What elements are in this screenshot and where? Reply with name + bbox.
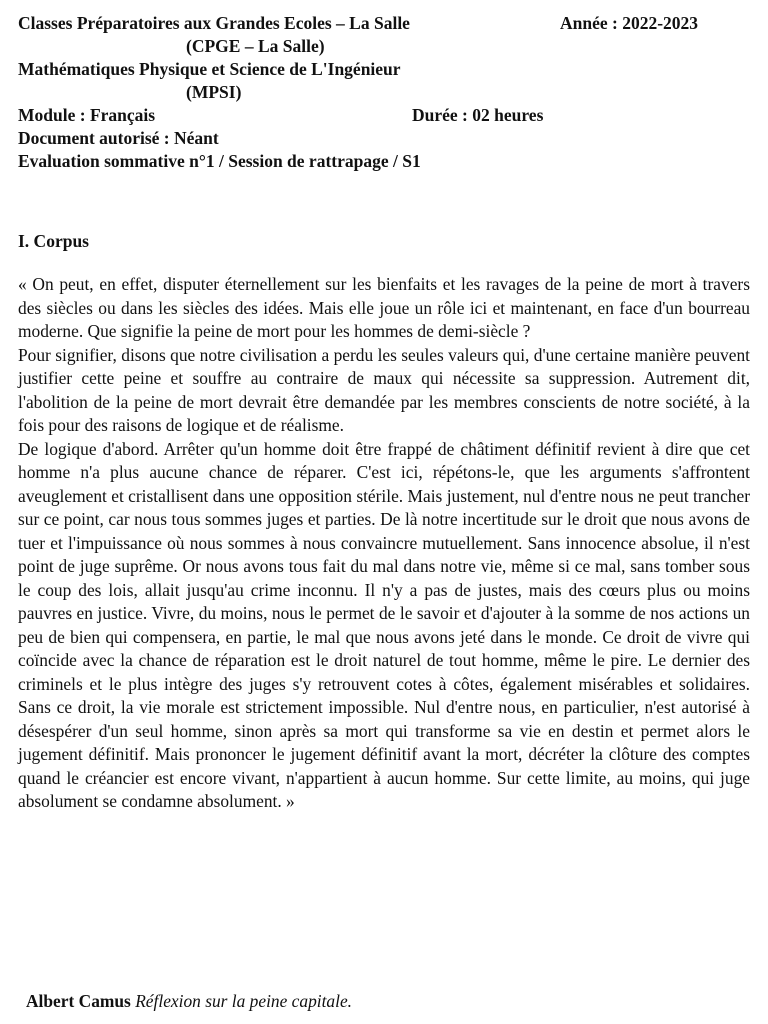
program-name: Mathématiques Physique et Science de L'Ingénieur — [18, 59, 401, 79]
program-abbreviation: (MPSI) — [186, 82, 242, 102]
school-abbreviation: (CPGE – La Salle) — [186, 36, 325, 56]
section-title: I. Corpus — [18, 231, 89, 251]
citation-author: Albert Camus — [26, 991, 131, 1011]
corpus-paragraph: Pour signifier, disons que notre civilisation a perdu les seules valeurs qui, d'une certaine manière peuvent justifier cette peine et souffre au contraire de maux qui nécessite sa suppression. Autrement dit, l'abolition de la peine de mort devrait être demandée par les membres conscients de notre société, à la fois pour des raisons de logique et de réalisme. — [18, 344, 750, 435]
school-name: Classes Préparatoires aux Grandes Ecoles – La Salle — [18, 13, 410, 33]
evaluation-label: Evaluation sommative n°1 / Session de rattrapage / S1 — [18, 151, 421, 171]
duration-label: Durée : 02 heures — [412, 105, 544, 125]
documents-label: Document autorisé : Néant — [18, 128, 219, 148]
corpus-paragraph: De logique d'abord. Arrêter qu'un homme doit être frappé de châtiment définitif revient à dire que cet homme n'a plus aucune chance de réparer. C'est ici, répétons-le, que les arguments s'affrontent aveuglement et cristallisent dans une opposition stérile. Mais justement, nul d'entre nous ne peut trancher sur ce point, car nous tous sommes juges et parties. De là notre incertitude sur le droit que nous avons de tuer et l'impuissance où nous sommes à nous convaincre mutuellement. Sans innocence absolue, il n'est point de juge suprême. Or nous avons tous fait du mal dans notre vie, même si ce mal, sans tomber sous le coup des lois, allait jusqu'au crime inconnu. Il n'y a pas de justes, mais des cœurs plus ou moins pauvres en justice. Vivre, du moins, nous le permet de le savoir et d'ajouter à la somme de nos actions un peu de bien qui compensera, en partie, le mal que nous avons jeté dans le monde. Ce droit de vivre qui coïncide avec la chance de réparation est le droit naturel de tout homme, même le pire. Le dernier des criminels et le plus intègre des juges s'y retrouvent cotes à côtes, également misérables et solidaires. Sans ce droit, la vie morale est strictement impossible. Nul d'entre nous, en particulier, n'est autorisé à désespérer d'un seul homme, sinon après sa mort qui transforme sa vie en destin et permet alors le jugement définitif. Mais prononcer le jugement définitif avant la mort, décréter la clôture des comptes quand le créancier est encore vivant, n'appartient à aucun homme. Sur cette limite, au moins, qui juge absolument se condamne absolument. » — [18, 438, 750, 811]
module-label: Module : Français — [18, 105, 156, 125]
citation — [26, 990, 352, 1012]
academic-year: Année : 2022-2023 — [560, 13, 699, 33]
corpus-text — [18, 273, 750, 814]
citation-work: Réflexion sur la peine capitale. — [135, 991, 353, 1011]
corpus-paragraph: « On peut, en effet, disputer éternellement sur les bienfaits et les ravages de la peine de mort à travers des siècles ou dans les siècles des idées. Mais elle joue un rôle ici et maintenant, en face d'un bourreau moderne. Que signifie la peine de mort pour les hommes de demi-siècle ? — [18, 274, 750, 341]
